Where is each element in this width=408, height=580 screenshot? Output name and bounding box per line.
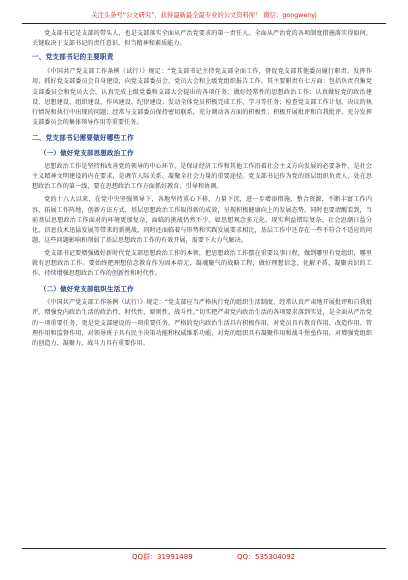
intro-paragraph: 党支部书记是支部的带头人，也是支部落实全面从严治党要求的第一责任人。全面从严治党的各项制度措施落实得如何，关键取决于支部书记的责任意识、担当精神和素质能力。 (32, 30, 372, 48)
section-2-heading: 二、党支部书记需要做好哪些工作 (32, 133, 134, 142)
subsection-2-paragraph: 《中国共产党支部工作条例（试行）》规定：“党支部应当严格执行党的组织生活制度，经常认真严肃地开展批评和自我批评，增强党内政治生活的政治性、时代性、原则性、战斗性。”切实把严肃党内政治生活的各项要求落到实处，是全面从严治党的一项重要任务，更是党支部建设的一项重要任务。严格的党内政治生活具有积极作用，对党员具有教育作用、改造作用、管理作用和监督作用，对领导班子具有民主决策功能和权威维系功能，对党的组织具有凝聚作用和战斗堡垒作用，对增强党组织的创造力、凝聚力、战斗力具有重要作用。 (32, 299, 372, 347)
footer (22, 550, 386, 564)
subsection-2-heading: （二）做好党支部组织生活工作 (40, 285, 134, 294)
subsection-1-paragraph: 党的十八大以来，在党中央坚强领导下，各地坚持重心下移，力量下沉，进一步增添措施、整合资源，不断丰富工作内容，拓展工作阵地，创新方法方式，基层思想政治工作取得新的成效，呈现积极健康向上的发展态势。同时也要清醒看到，当前基层思想政治工作面对的环境更加复杂，面临的挑战仍然不少。如思想观念多元化、现实利益错综复杂、社会思潮日益分化、信息技术迅猛发展等带来的新挑战，同时还面临着与形势和实践发展要求相比，基层工作中还存在一些不符合不适应的问题，这些问题影响和削弱了基层思想政治工作的有效开展，需要下大力气解决。 (32, 196, 372, 244)
section-1-heading: 一、党支部书记的主要职责 (32, 53, 114, 62)
subsection-1-heading: （一）做好党支部思想政治工作 (40, 148, 134, 157)
subsection-1-paragraph: 思想政治工作是坚持和改善党的领导的中心环节，是保证经济工作和其他工作沿着社会主义方向发展的必要条件，是社会主义精神文明建设的内在要求，是调节人际关系、凝聚全社会力量的重要途径。党支部书记作为党的基层组织负责人，处在思想政治工作的第一线，要在思想政治工作方面抓好教育、引导和协调。 (32, 162, 372, 191)
footer-divider (22, 548, 386, 549)
subsection-1-paragraph: 党支部书记要增强做好新时代党支部思想政治工作的本领，把思想政治工作摆在重要议事日程，做到哪里有党组织，哪里就有思想政治工作。要始终把理想信念教育作为固本培元、凝魂聚气的战略工程，做好理想信念、化解矛盾、凝聚共识的工作，持续增强思想政治工作的创新性和时代性。 (32, 250, 372, 278)
document-body (32, 29, 372, 541)
section-1-paragraph: 《中国共产党支部工作条例（试行）》规定：“党支部书记主持党支部全面工作，督促党支部其他委员履行职责、发挥作用，抓好党支部委员会自身建设，向党支部委员会、党员大会和上级党组织报告工作。其主要职责有七方面：包括负责召集党支部委员会和党员大会，认真完成上级党委和支部大会提出的各项任务；做好经常性的思想政治工作；认真做好党的政治建设、思想建设、组织建设、作风建设、纪律建设；发动全体党员积极完成工作、学习等任务；检查党支部工作计划、决议的执行情况和执行中出现的问题；经常与支部委员保持密切联系，充分调动各方面的积极性；积极开展批评和自我批评，充分发挥支部委员会的集体领导作用等重要任务。 (32, 68, 372, 126)
footer-qq-contact: QQ：535304092 (237, 553, 296, 561)
header-banner: 关注头条号“公文研究”，获得最新最全最专业的公文资料库！ 微信：gongwenyj (91, 12, 317, 19)
footer-qq-group: QQ群：31991489 (132, 553, 193, 561)
header-divider (22, 23, 386, 24)
